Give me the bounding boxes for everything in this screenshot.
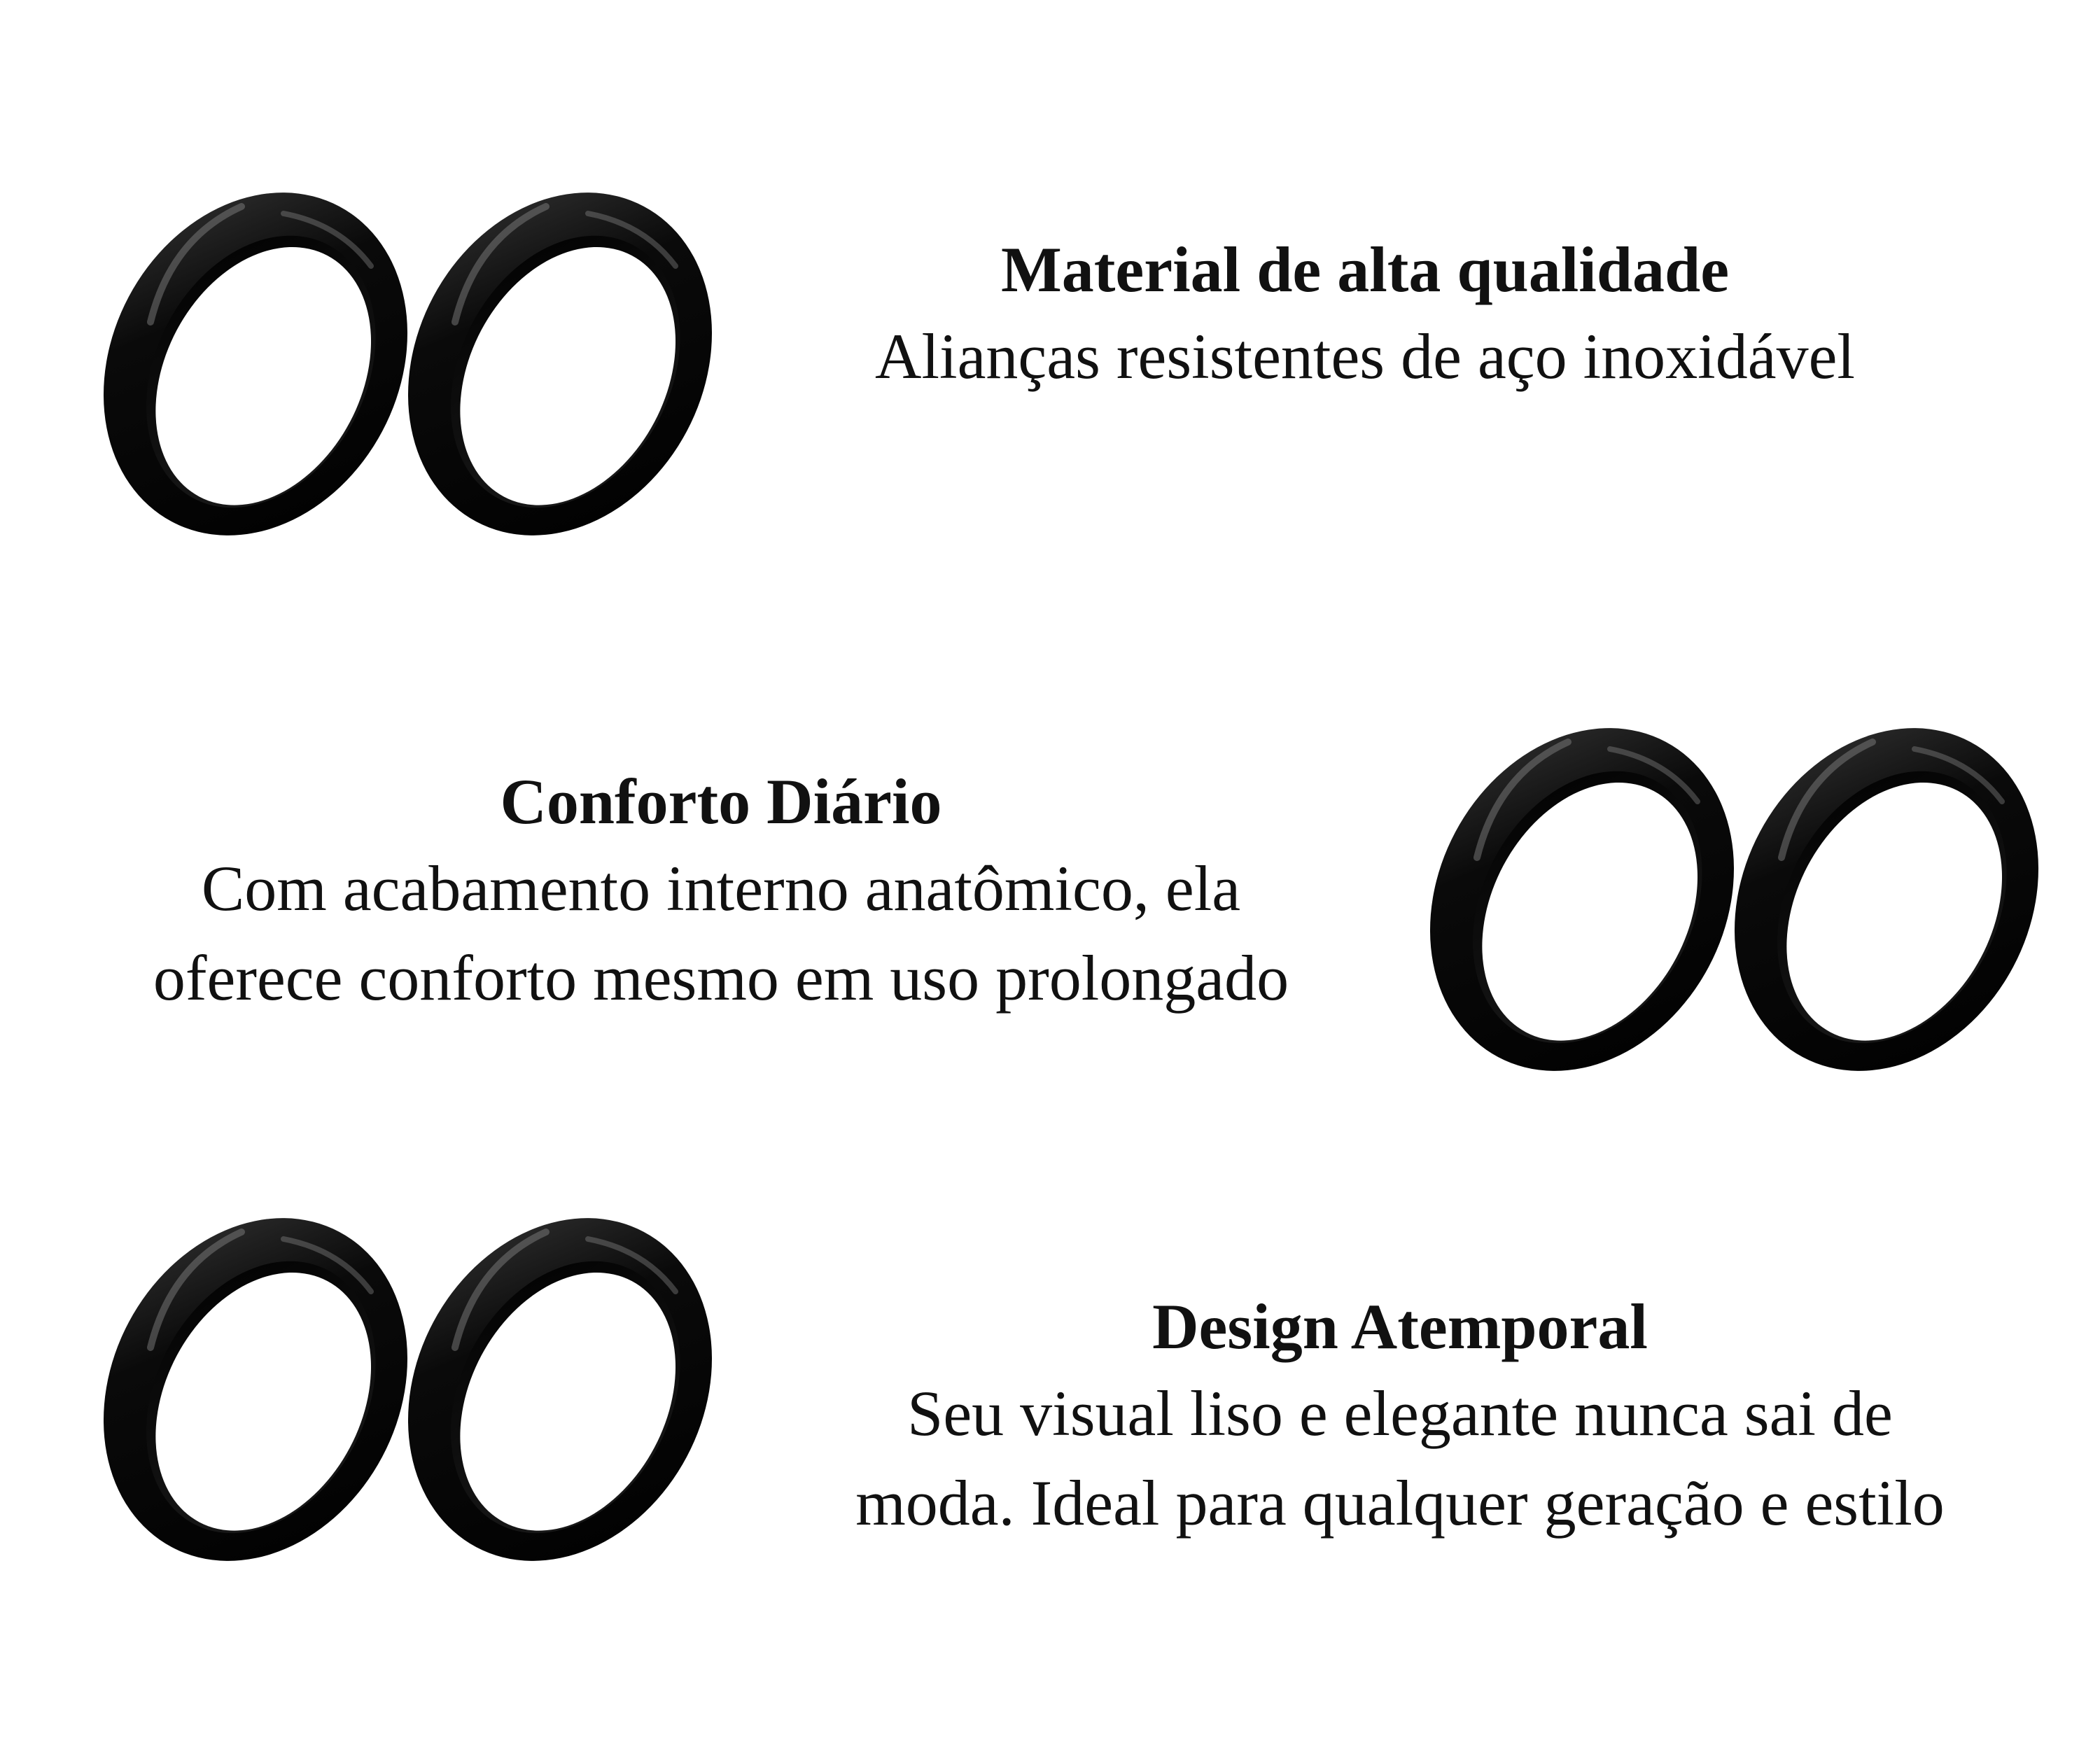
- black-ring-pair-icon: [1424, 714, 2040, 1078]
- feature-description-line: Alianças resistentes de aço inoxidável: [875, 321, 1855, 392]
- ring-pair-image-1: [98, 178, 714, 542]
- feature-design: [770, 1284, 2030, 1548]
- feature-description-line: oferece conforto mesmo em uso prolongado: [153, 942, 1289, 1014]
- feature-title: Design Atemporal: [1152, 1291, 1648, 1362]
- feature-title: Material de alta qualidade: [1000, 234, 1730, 305]
- feature-material: [770, 227, 1960, 401]
- feature-conforto: [56, 760, 1386, 1023]
- ring-pair-image-3: [98, 1204, 714, 1568]
- black-ring-pair-icon: [98, 178, 714, 542]
- black-ring-pair-icon: [98, 1204, 714, 1568]
- feature-title: Conforto Diário: [500, 766, 942, 837]
- feature-description-line: moda. Ideal para qualquer geração e estilo: [855, 1467, 1945, 1539]
- feature-description-line: Com acabamento interno anatômico, ela: [201, 853, 1241, 924]
- ring-pair-image-2: [1424, 714, 2040, 1078]
- feature-description-line: Seu visual liso e elegante nunca sai de: [907, 1378, 1893, 1449]
